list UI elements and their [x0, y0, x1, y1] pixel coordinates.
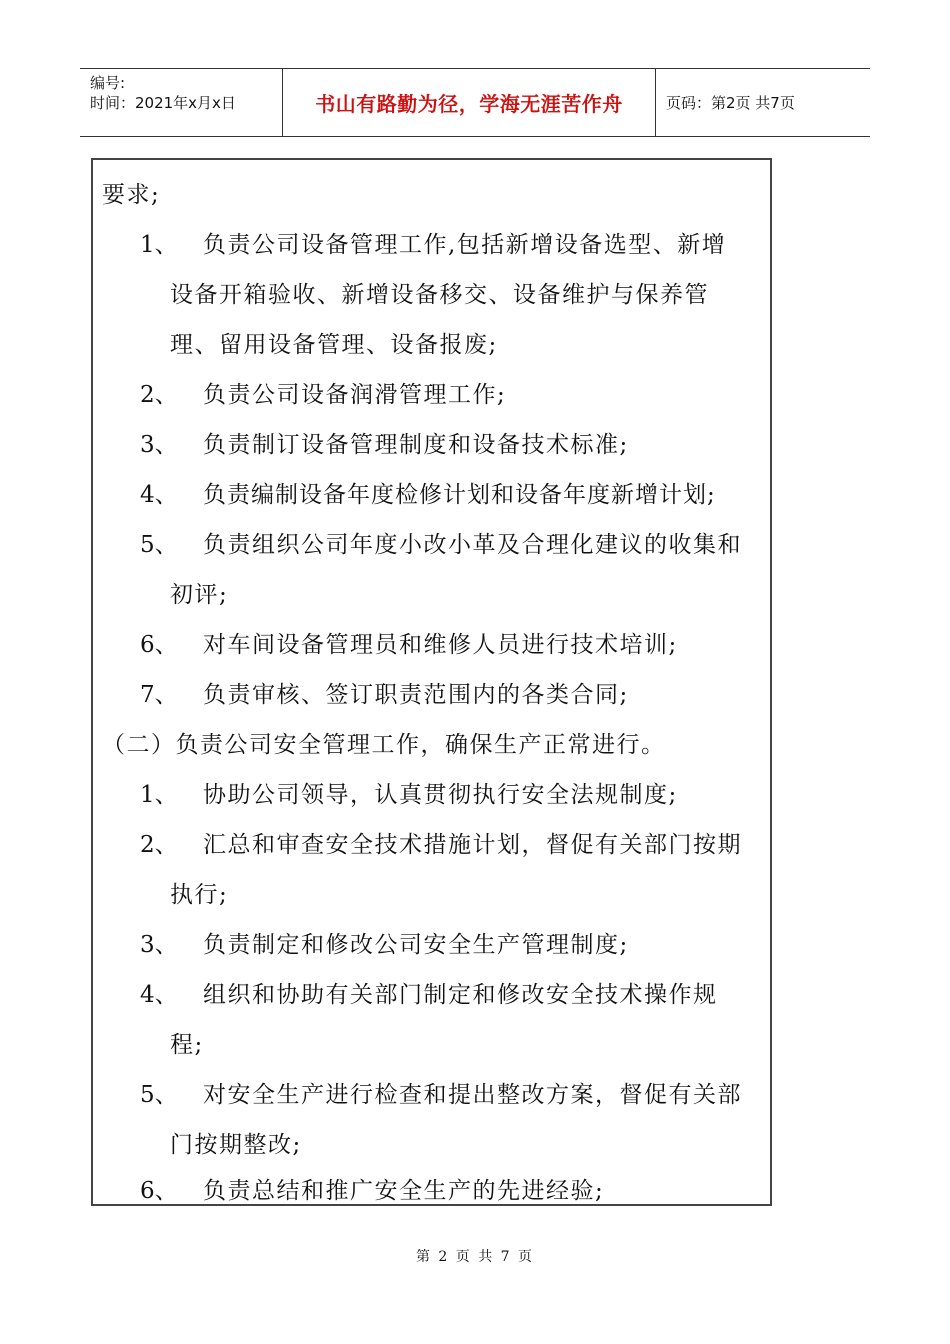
s2-item5-line1: 对安全生产进行检查和提出整改方案，督促有关部: [203, 1082, 742, 1108]
s1-item5-number: 5、: [140, 532, 178, 558]
s2-item2-line1: 汇总和审查安全技术措施计划，督促有关部门按期: [203, 832, 742, 858]
s1-item1-line1: 负责公司设备管理工作,包括新增设备选型、新增: [203, 232, 727, 258]
s2-item2-line2: 执行;: [170, 882, 229, 908]
s2-item3-number: 3、: [140, 932, 178, 958]
motto-text: 书山有路勤为径，学海无涯苦作舟: [315, 92, 623, 116]
s1-item1-line2: 设备开箱验收、新增设备移交、设备维护与保养管: [170, 282, 709, 308]
section2-title: （二）负责公司安全管理工作，确保生产正常进行。: [102, 732, 666, 758]
s1-item2-number: 2、: [140, 382, 178, 408]
number-label: 编号:: [90, 74, 126, 92]
intro-text: 要求;: [102, 182, 161, 208]
date-line: 时间：2021年x月x日: [90, 94, 236, 112]
s1-item3-number: 3、: [140, 432, 178, 458]
s2-item4-number: 4、: [140, 982, 178, 1008]
s1-item2-line1: 负责公司设备润滑管理工作;: [203, 382, 507, 408]
s2-item2-number: 2、: [140, 832, 178, 858]
s1-item1-number: 1、: [140, 232, 178, 258]
header-motto: [282, 69, 656, 136]
s1-item6-line1: 对车间设备管理员和维修人员进行技术培训;: [203, 632, 678, 658]
s1-item6-number: 6、: [140, 632, 178, 658]
s1-item4-number: 4、: [140, 482, 178, 508]
page-footer: 第 2 页 共 7 页: [415, 1249, 535, 1265]
page-code-text: 页码：第2页 共7页: [666, 94, 795, 112]
header-page-code: [656, 69, 870, 136]
s2-item6-number: 6、: [140, 1178, 178, 1204]
s1-item5-line1: 负责组织公司年度小改小革及合理化建议的收集和: [203, 532, 742, 558]
s2-item3-line1: 负责制定和修改公司安全生产管理制度;: [203, 932, 629, 958]
header-meta: [80, 69, 282, 136]
content-box: [91, 158, 772, 1206]
s2-item1-line1: 协助公司领导，认真贯彻执行安全法规制度;: [203, 782, 678, 808]
s1-item7-number: 7、: [140, 682, 178, 708]
s1-item5-line2: 初评;: [170, 582, 229, 608]
s1-item3-line1: 负责制订设备管理制度和设备技术标准;: [203, 432, 629, 458]
s2-item5-number: 5、: [140, 1082, 178, 1108]
s1-item4-line1: 负责编制设备年度检修计划和设备年度新增计划;: [203, 482, 716, 508]
s2-item6-line1: 负责总结和推广安全生产的先进经验;: [203, 1178, 605, 1204]
s2-item4-line1: 组织和协助有关部门制定和修改安全技术操作规: [203, 982, 718, 1008]
s2-item1-number: 1、: [140, 782, 178, 808]
s1-item1-line3: 理、留用设备管理、设备报废;: [170, 332, 498, 358]
s2-item5-line2: 门按期整改;: [170, 1132, 302, 1158]
s1-item7-line1: 负责审核、签订职责范围内的各类合同;: [203, 682, 629, 708]
page-header: [80, 68, 870, 137]
s2-item4-line2: 程;: [170, 1032, 204, 1058]
